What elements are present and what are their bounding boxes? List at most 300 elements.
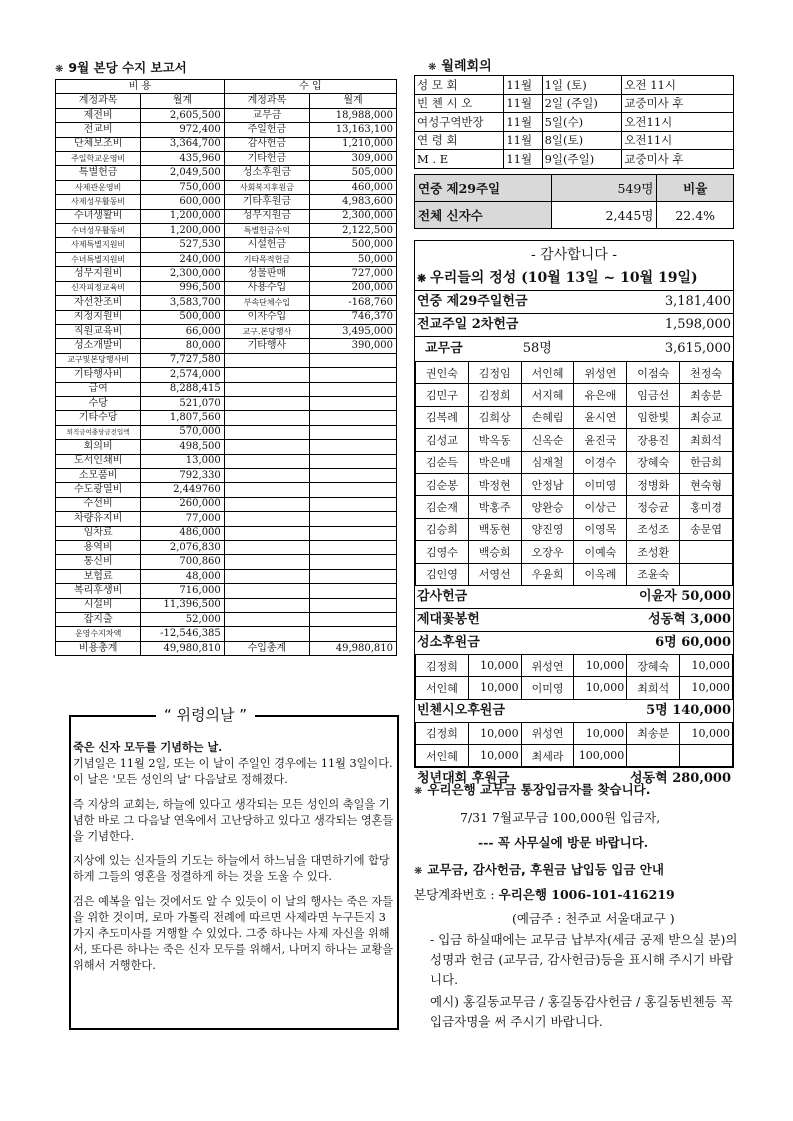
donor-name: 이옥례 — [574, 563, 627, 585]
finance-row — [56, 166, 397, 180]
expense-amount: 600,000 — [141, 195, 225, 209]
expense-item: 용역비 — [56, 541, 141, 555]
income-amount: 1,210,000 — [310, 137, 397, 151]
expense-amount: 13,000 — [141, 454, 225, 468]
bank-heading-1: ❋ 우리은행 교무금 통장입금자를 찾습니다. — [414, 782, 651, 797]
meeting-date: 2일 (주일) — [542, 94, 622, 113]
meeting-time: 오전 11시 — [622, 76, 734, 95]
ratio-value: 22.4% — [657, 202, 734, 229]
expense-item: 수선비 — [56, 497, 141, 511]
income-amount — [310, 497, 397, 511]
expense-amount: 521,070 — [141, 396, 225, 410]
expense-amount: 240,000 — [141, 252, 225, 266]
donor-row — [416, 496, 733, 518]
expense-amount: 972,400 — [141, 123, 225, 137]
meeting-month: 11월 — [504, 76, 542, 95]
income-amount — [310, 598, 397, 612]
finance-row — [56, 396, 397, 410]
expense-item: 복리후생비 — [56, 584, 141, 598]
expense-amount: 570,000 — [141, 425, 225, 439]
notice-title: “ 위령의날 ” — [156, 707, 255, 723]
donor-name: 윤시연 — [574, 406, 627, 428]
expense-amount: 750,000 — [141, 180, 225, 194]
meeting-row — [415, 76, 734, 95]
income-amount — [310, 425, 397, 439]
donor-amount: 10,000 — [468, 654, 521, 676]
finance-total-row — [56, 641, 397, 655]
income-amount: 727,000 — [310, 267, 397, 281]
finance-row — [56, 497, 397, 511]
donor-name: 박홍주 — [468, 496, 521, 518]
vocation-support-row: 성소후원금 6명 60,000 — [415, 631, 733, 654]
income-item: 사용수입 — [224, 281, 309, 295]
finance-row — [56, 296, 397, 310]
donor-row — [416, 745, 733, 767]
finance-row — [56, 440, 397, 454]
donor-amount: 10,000 — [680, 677, 733, 699]
attendance-table — [414, 174, 734, 229]
income-item: 주일헌금 — [224, 123, 309, 137]
income-amount: 2,122,500 — [310, 224, 397, 238]
income-item: 감사헌금 — [224, 137, 309, 151]
donor-name: 양진영 — [521, 518, 574, 540]
donor-name: 윤진국 — [574, 429, 627, 451]
expense-item: 특별헌금 — [56, 166, 141, 180]
income-amount: 746,370 — [310, 310, 397, 324]
donor-name: 장용진 — [627, 429, 680, 451]
donor-name: 최세라 — [521, 745, 574, 767]
finance-row — [56, 195, 397, 209]
income-item — [224, 382, 309, 396]
finance-row — [56, 209, 397, 223]
expense-amount: 48,000 — [141, 569, 225, 583]
meeting-time: 교중미사 후 — [622, 94, 734, 113]
meeting-row — [415, 150, 734, 169]
income-item: 성물판매 — [224, 267, 309, 281]
donor-name: 김인영 — [416, 563, 469, 585]
thanks-subtitle: ❋ 우리들의 정성 (10월 13일 ~ 10월 19일) — [417, 270, 698, 286]
income-amount — [310, 555, 397, 569]
expense-amount: 792,330 — [141, 468, 225, 482]
income-amount — [310, 396, 397, 410]
donor-row — [416, 654, 733, 676]
finance-row — [56, 512, 397, 526]
donor-name: 이미영 — [574, 473, 627, 495]
bank-heading-2: ❋ 교무금, 감사헌금, 후원금 납입등 입금 안내 — [414, 862, 664, 877]
finance-row — [56, 137, 397, 151]
donor-name: 김정희 — [416, 722, 469, 744]
attendance-label: 연중 제29주일 — [415, 175, 552, 202]
mission-offering-row: 전교주일 2차헌금 1,598,000 — [415, 313, 733, 336]
finance-row — [56, 454, 397, 468]
income-amount — [310, 411, 397, 425]
finance-row — [56, 324, 397, 338]
donor-name: 김순봉 — [416, 473, 469, 495]
income-item: 사회복지후원금 — [224, 180, 309, 194]
total-expense-label: 비용총계 — [56, 641, 141, 655]
expense-header: 비 용 — [56, 80, 225, 94]
expense-item: 자선찬조비 — [56, 296, 141, 310]
income-amount — [310, 584, 397, 598]
expense-amount: 77,000 — [141, 512, 225, 526]
thanks-offering-row: 감사헌금 이윤자 50,000 — [417, 588, 731, 604]
donor-name: 서지혜 — [521, 384, 574, 406]
donor-amount: 10,000 — [680, 654, 733, 676]
donor-name: 장혜숙 — [627, 451, 680, 473]
donor-name: 서인혜 — [416, 677, 469, 699]
donor-amount: 10,000 — [680, 722, 733, 744]
income-item — [224, 425, 309, 439]
vincent-support-row: 빈첸시오후원금 5명 140,000 — [417, 702, 731, 718]
donor-name: 박정현 — [468, 473, 521, 495]
income-item — [224, 512, 309, 526]
income-item — [224, 497, 309, 511]
donor-name: 서영선 — [468, 563, 521, 585]
donor-row — [416, 362, 733, 384]
donor-name: 임금선 — [627, 384, 680, 406]
expense-item: 수녀성무활동비 — [56, 224, 141, 238]
donor-name: 김순재 — [416, 496, 469, 518]
income-item: 교무금 — [224, 108, 309, 122]
income-item — [224, 483, 309, 497]
col-amount: 월계 — [141, 94, 225, 108]
income-amount: 500,000 — [310, 238, 397, 252]
expense-item: 통신비 — [56, 555, 141, 569]
donor-name: 김영수 — [416, 541, 469, 563]
donor-names-table — [415, 361, 733, 586]
finance-row — [56, 584, 397, 598]
finance-row — [56, 483, 397, 497]
expense-item: 시설비 — [56, 598, 141, 612]
income-item: 부속단체수입 — [224, 296, 309, 310]
expense-item: 퇴직금여충당금전입액 — [56, 425, 141, 439]
finance-row — [56, 613, 397, 627]
income-amount — [310, 382, 397, 396]
meeting-month: 11월 — [504, 150, 542, 169]
meeting-title: ❋ 월례회의 — [428, 59, 492, 74]
expense-item: 성무지원비 — [56, 267, 141, 281]
col-item: 계정과목 — [224, 94, 309, 108]
altar-flower-row: 제대꽃봉헌 성동혁 3,000 — [415, 608, 733, 631]
donor-name: 박옥동 — [468, 429, 521, 451]
donor-row — [416, 406, 733, 428]
finance-row — [56, 252, 397, 266]
notice-p1: 기념일은 11월 2일, 또는 이 날이 주일인 경우에는 11월 3일이다. 이 날은 '모든 성인의 날' 다음날로 정해졌다. — [73, 757, 393, 787]
bank-line-2: --- 꼭 사무실에 방문 바랍니다. — [478, 835, 649, 850]
finance-row — [56, 555, 397, 569]
expense-amount: 1,200,000 — [141, 209, 225, 223]
income-item: 교구.본당행사 — [224, 324, 309, 338]
expense-amount: 700,860 — [141, 555, 225, 569]
income-amount — [310, 627, 397, 641]
donor-name: 김민구 — [416, 384, 469, 406]
finance-row — [56, 411, 397, 425]
income-amount: 50,000 — [310, 252, 397, 266]
meeting-group: 여성구역반장 — [415, 113, 504, 132]
income-amount: 505,000 — [310, 166, 397, 180]
expense-amount: 2,574,000 — [141, 368, 225, 382]
asterisk-icon: ❋ — [414, 866, 423, 877]
donor-row — [416, 429, 733, 451]
finance-row — [56, 310, 397, 324]
meeting-date: 1일 (토) — [542, 76, 622, 95]
meeting-time: 교중미사 후 — [622, 150, 734, 169]
expense-item: 사제성무활동비 — [56, 195, 141, 209]
income-amount — [310, 440, 397, 454]
meeting-group: 연 령 회 — [415, 131, 504, 150]
income-item: 기타헌금 — [224, 152, 309, 166]
donor-row — [416, 677, 733, 699]
expense-item: 기타수당 — [56, 411, 141, 425]
donor-name: 최희석 — [680, 429, 733, 451]
income-amount: -168,760 — [310, 296, 397, 310]
income-amount: 200,000 — [310, 281, 397, 295]
donor-row — [416, 451, 733, 473]
expense-item: 잡지출 — [56, 613, 141, 627]
bank-line-1: 7/31 7월교무금 100,000원 입금자, — [460, 810, 661, 825]
donor-amount: 100,000 — [574, 745, 627, 767]
expense-amount: 435,960 — [141, 152, 225, 166]
income-item — [224, 541, 309, 555]
donor-name: 백승희 — [468, 541, 521, 563]
expense-item: 수녀특별지원비 — [56, 252, 141, 266]
donor-name: 우윤희 — [521, 563, 574, 585]
meeting-month: 11월 — [504, 113, 542, 132]
expense-item: 전교비 — [56, 123, 141, 137]
expense-amount: 2,449760 — [141, 483, 225, 497]
expense-amount: 66,000 — [141, 324, 225, 338]
income-amount: 13,163,100 — [310, 123, 397, 137]
donor-name: 임한빛 — [627, 406, 680, 428]
income-item: 성소후원금 — [224, 166, 309, 180]
vincent-donors-table — [415, 722, 733, 768]
ratio-label: 비율 — [657, 175, 734, 202]
donor-name: 최송분 — [680, 384, 733, 406]
income-amount: 18,988,000 — [310, 108, 397, 122]
youth-support-row: 청년대회 후원금 성동혁 280,000 — [417, 771, 731, 787]
notice-lead: 죽은 신자 모두를 기념하는 날. — [73, 740, 223, 754]
expense-item: 단체보조비 — [56, 137, 141, 151]
donor-name: 서인혜 — [521, 362, 574, 384]
expense-item: 교구및본당행사비 — [56, 353, 141, 367]
meeting-table — [414, 75, 734, 169]
expense-item: 수당 — [56, 396, 141, 410]
donor-name: 이경수 — [574, 451, 627, 473]
total-income-label: 수입총계 — [224, 641, 309, 655]
donor-amount — [680, 745, 733, 767]
account-line: 본당계좌번호 : 우리은행 1006-101-416219 — [414, 887, 675, 902]
finance-table — [55, 79, 397, 656]
expense-amount: 1,807,560 — [141, 411, 225, 425]
donor-name — [627, 745, 680, 767]
finance-row — [56, 180, 397, 194]
income-item: 기타후원금 — [224, 195, 309, 209]
donor-name: 정병화 — [627, 473, 680, 495]
donor-name: 조성조 — [627, 518, 680, 540]
donor-name: 위성연 — [521, 654, 574, 676]
donor-name: 김성교 — [416, 429, 469, 451]
income-item — [224, 353, 309, 367]
expense-amount: -12,546,385 — [141, 627, 225, 641]
expense-item: 제전비 — [56, 108, 141, 122]
expense-item: 신자피정교육비 — [56, 281, 141, 295]
expense-item: 수도광열비 — [56, 483, 141, 497]
finance-row — [56, 267, 397, 281]
expense-amount: 1,200,000 — [141, 224, 225, 238]
expense-amount: 3,583,700 — [141, 296, 225, 310]
expense-amount: 3,364,700 — [141, 137, 225, 151]
finance-row — [56, 339, 397, 353]
finance-row — [56, 281, 397, 295]
finance-row — [56, 541, 397, 555]
income-item: 이자수입 — [224, 310, 309, 324]
income-amount — [310, 512, 397, 526]
donor-name: 백동현 — [468, 518, 521, 540]
donor-name: 유은애 — [574, 384, 627, 406]
donor-name: 신옥순 — [521, 429, 574, 451]
donor-name: 이예숙 — [574, 541, 627, 563]
expense-item: 급여 — [56, 382, 141, 396]
donor-name: 서인혜 — [416, 745, 469, 767]
expense-amount: 2,049,500 — [141, 166, 225, 180]
asterisk-icon: ❋ — [414, 786, 423, 797]
finance-row — [56, 382, 397, 396]
meeting-group: 성 모 회 — [415, 76, 504, 95]
meeting-row — [415, 131, 734, 150]
donor-name: 오장우 — [521, 541, 574, 563]
income-amount — [310, 526, 397, 540]
expense-amount: 52,000 — [141, 613, 225, 627]
donor-row — [416, 473, 733, 495]
meeting-time: 오전11시 — [622, 113, 734, 132]
expense-item: 차량유지비 — [56, 512, 141, 526]
expense-item: 도서인쇄비 — [56, 454, 141, 468]
donor-name: 안정남 — [521, 473, 574, 495]
expense-item: 직원교육비 — [56, 324, 141, 338]
donor-name: 송문엽 — [680, 518, 733, 540]
expense-amount: 2,076,830 — [141, 541, 225, 555]
donor-name: 김희상 — [468, 406, 521, 428]
income-item — [224, 454, 309, 468]
income-item: 기타목적헌금 — [224, 252, 309, 266]
donor-name: 김복례 — [416, 406, 469, 428]
thanks-box — [414, 240, 734, 787]
donor-name: 조윤숙 — [627, 563, 680, 585]
donor-name: 현숙형 — [680, 473, 733, 495]
donor-name: 김정희 — [416, 654, 469, 676]
asterisk-icon: ❋ — [55, 64, 64, 75]
expense-amount: 527,530 — [141, 238, 225, 252]
meeting-date: 9일(주일) — [542, 150, 622, 169]
donor-name: 이미영 — [521, 677, 574, 699]
finance-row — [56, 526, 397, 540]
income-amount: 2,300,000 — [310, 209, 397, 223]
expense-amount: 716,000 — [141, 584, 225, 598]
income-item — [224, 627, 309, 641]
donor-row — [416, 563, 733, 585]
donor-name: 위성연 — [574, 362, 627, 384]
expense-amount: 7,727,580 — [141, 353, 225, 367]
income-amount — [310, 353, 397, 367]
income-amount: 4,983,600 — [310, 195, 397, 209]
income-amount: 309,000 — [310, 152, 397, 166]
donor-row — [416, 384, 733, 406]
donor-name: 천정숙 — [680, 362, 733, 384]
finance-row — [56, 598, 397, 612]
donor-amount: 10,000 — [468, 722, 521, 744]
donor-name: 조성환 — [627, 541, 680, 563]
expense-amount: 486,000 — [141, 526, 225, 540]
donor-amount: 10,000 — [468, 677, 521, 699]
donor-name: 박은매 — [468, 451, 521, 473]
income-amount — [310, 483, 397, 497]
donor-name: 한금희 — [680, 451, 733, 473]
expense-item: 수녀생활비 — [56, 209, 141, 223]
donor-name: 장혜숙 — [627, 654, 680, 676]
donor-amount: 10,000 — [574, 722, 627, 744]
income-item: 기타행사 — [224, 339, 309, 353]
expense-amount: 2,605,500 — [141, 108, 225, 122]
donor-name: 양완승 — [521, 496, 574, 518]
income-item — [224, 569, 309, 583]
finance-row — [56, 353, 397, 367]
expense-item: 보험료 — [56, 569, 141, 583]
donor-name: 최승교 — [680, 406, 733, 428]
donor-name: 홍미경 — [680, 496, 733, 518]
income-amount: 390,000 — [310, 339, 397, 353]
income-item — [224, 396, 309, 410]
income-amount — [310, 613, 397, 627]
income-item: 특별헌금수익 — [224, 224, 309, 238]
donor-name: 이영목 — [574, 518, 627, 540]
income-item — [224, 598, 309, 612]
dues-row: 교무금 58명 3,615,000 — [415, 336, 733, 361]
attendance-count: 549명 — [552, 175, 657, 202]
income-amount — [310, 368, 397, 382]
expense-item: 운영수지차액 — [56, 627, 141, 641]
income-item: 성무지원금 — [224, 209, 309, 223]
account-owner: (예금주 : 천주교 서울대교구 ) — [512, 911, 675, 926]
expense-amount: 8,288,415 — [141, 382, 225, 396]
col-amount: 월계 — [310, 94, 397, 108]
income-header: 수 입 — [224, 80, 396, 94]
expense-item: 사제특별지원비 — [56, 238, 141, 252]
finance-row — [56, 152, 397, 166]
finance-row — [56, 238, 397, 252]
donor-name: 권인숙 — [416, 362, 469, 384]
donor-name: 정승균 — [627, 496, 680, 518]
income-item — [224, 613, 309, 627]
total-expense: 49,980,810 — [141, 641, 225, 655]
finance-row — [56, 224, 397, 238]
income-amount — [310, 468, 397, 482]
donor-name: 최송분 — [627, 722, 680, 744]
expense-item: 사제관운영비 — [56, 180, 141, 194]
income-item — [224, 411, 309, 425]
meeting-time: 오전11시 — [622, 131, 734, 150]
expense-item: 성소개발비 — [56, 339, 141, 353]
total-members-count: 2,445명 — [552, 202, 657, 229]
income-item — [224, 555, 309, 569]
donor-name: 김정희 — [468, 384, 521, 406]
finance-row — [56, 569, 397, 583]
donor-amount: 10,000 — [574, 654, 627, 676]
meeting-group: 빈 첸 시 오 — [415, 94, 504, 113]
expense-item: 소모품비 — [56, 468, 141, 482]
notice-p4: 검은 예복을 입는 것에서도 알 수 있듯이 이 날의 행사는 죽은 자들을 위한 것이며, 로마 가톨릭 전례에 따르면 사제라면 누구든지 3가지 추도미사를 거행할 수 있었다. 그중 하나는 사제 자신을 위해서, 또다른 하나는 죽은 신자 모두를 위해서, 나머지 하나는 교황을 위해서 거행한다. — [73, 894, 394, 973]
finance-row — [56, 108, 397, 122]
expense-item: 기타행사비 — [56, 368, 141, 382]
